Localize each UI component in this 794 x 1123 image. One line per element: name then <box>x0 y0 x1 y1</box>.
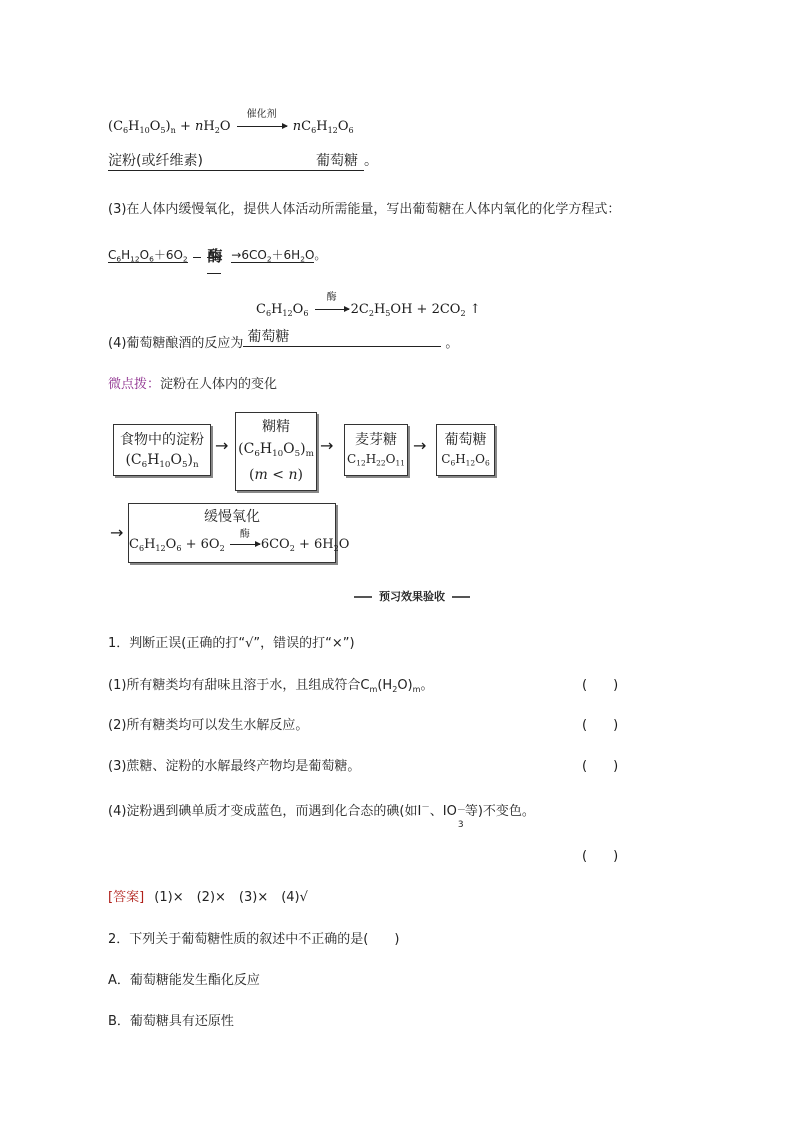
tip <box>108 373 277 392</box>
answer-label: [答案] <box>108 890 145 905</box>
answer-blank: ( ) <box>582 718 619 733</box>
answer-text: (1)× (2)× (3)× (4)√ <box>154 890 308 905</box>
period: 。 <box>364 153 378 169</box>
flow-box-oxidation: 缓慢氧化 $C_6H_{12}O_6 + 6O_2$ 酶 $6CO_2 + 6H_2O$ <box>128 503 336 563</box>
flow-arrow: → <box>215 436 229 455</box>
q1-title: 1．判断正误(正确的打“√”，错误的打“×”) <box>108 636 355 651</box>
q4-line: (4)葡萄糖酿酒的反应为 葡萄糖 。 <box>108 330 458 351</box>
q2-title: 2．下列关于葡萄糖性质的叙述中不正确的是( ) <box>108 932 400 947</box>
q4-label: (4)葡萄糖酿酒的反应为 <box>108 336 244 351</box>
flow-arrow: → <box>413 436 427 455</box>
q4-answer: 葡萄糖 <box>247 329 290 345</box>
fermentation-equation: $C_6H_{12}O_6$ 酶 $2C_2H_5OH + 2CO_2$ ↑ <box>256 302 481 317</box>
q1-answer <box>108 886 308 905</box>
q1-item: (3)蔗糖、淀粉的水解最终产物均是葡萄糖。 <box>108 759 361 774</box>
flow-box-maltose: 麦芽糖 $C_{12}H_{22}O_{11}$ <box>344 424 408 476</box>
hydrolysis-names <box>108 150 378 171</box>
flow-arrow: → <box>110 523 124 542</box>
enzyme-label: 酶 <box>207 247 223 265</box>
banner-title: 预习效果验收 <box>372 590 452 604</box>
section-banner <box>354 590 470 604</box>
q1-item: (1)所有糖类均有甜味且溶于水，且组成符合$C_m(H_2O)_m$。 <box>108 678 434 694</box>
starch-name: 淀粉(或纤维素) <box>108 153 203 169</box>
q1-item: (4)淀粉遇到碘单质才变成蓝色，而遇到化合态的碘(如I－、IO － 3 等)不变色。 <box>108 801 535 830</box>
tip-label: 微点拨： <box>108 377 161 392</box>
q3-text: (3)在人体内缓慢氧化，提供人体活动所需能量，写出葡萄糖在人体内氧化的化学方程式： <box>108 202 621 217</box>
answer-blank: ( ) <box>582 759 619 774</box>
tip-text: 淀粉在人体内的变化 <box>160 377 278 392</box>
q1-item: (2)所有糖类均可以发生水解反应。 <box>108 718 309 733</box>
flow-arrow: → <box>320 436 334 455</box>
enzyme-label: 酶 <box>326 292 337 303</box>
glucose-name: 葡萄糖 <box>316 153 358 169</box>
flow-box-dextrin: 糊精 $(C_6H_{10}O_5)_m$ (m < n) <box>235 412 317 491</box>
hydrolysis-equation: $(C_6H_{10}O_5)_n + nH_2O$ 催化剂 $nC_6H_{12}O_6$ <box>108 119 354 134</box>
q2-option-b: B．葡萄糖具有还原性 <box>108 1014 234 1029</box>
answer-blank: ( ) <box>582 678 619 693</box>
flow-box-starch: 食物中的淀粉 $(C_6H_{10}O_5)_n$ <box>113 424 211 476</box>
flow-box-glucose: 葡萄糖 $C_6H_{12}O_6$ <box>436 424 495 476</box>
catalyst-label: 催化剂 <box>246 109 277 120</box>
q2-option-a: A．葡萄糖能发生酯化反应 <box>108 973 260 988</box>
answer-blank: ( ) <box>582 849 619 864</box>
q3-equation: $C_6H_{12}O_6+6O_2$ 酶 $\to 6CO_2+6H_2O$。 <box>108 246 326 263</box>
enzyme-label: 酶 <box>239 529 250 540</box>
